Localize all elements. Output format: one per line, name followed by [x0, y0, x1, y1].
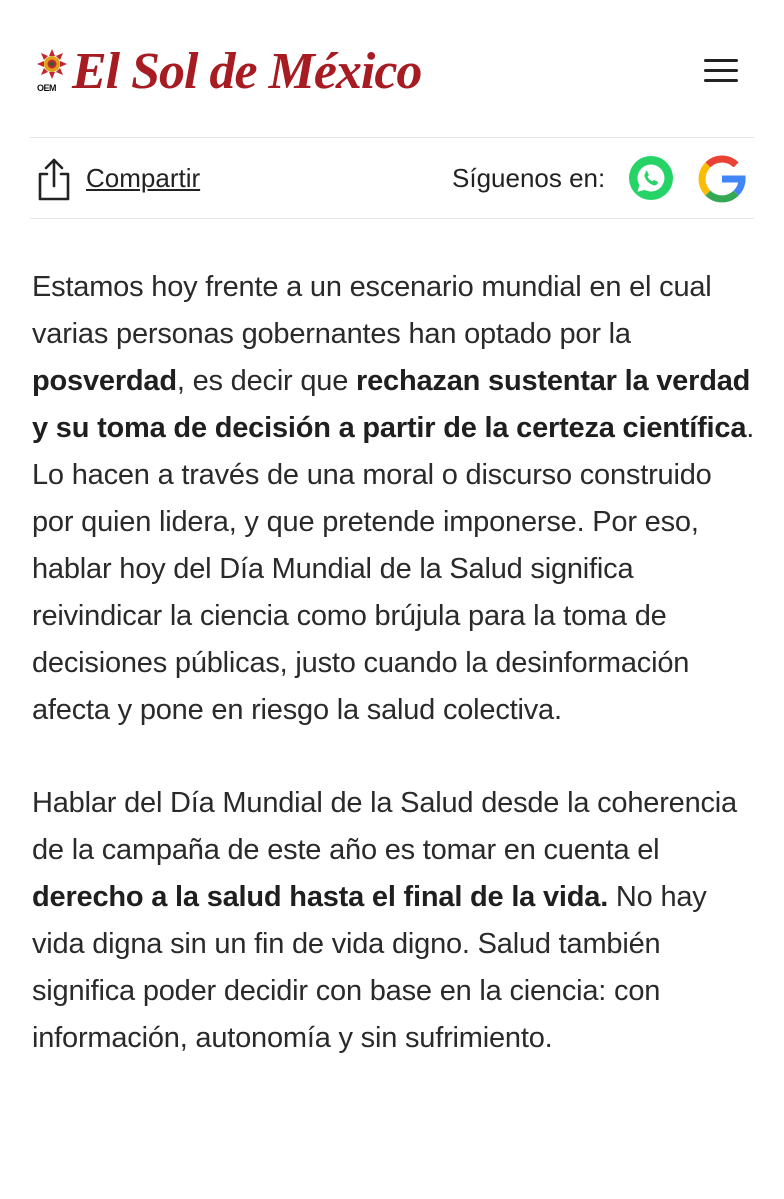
header-divider	[30, 137, 754, 138]
whatsapp-icon[interactable]	[628, 155, 674, 201]
site-header	[0, 0, 784, 138]
site-logo[interactable]	[36, 44, 421, 100]
p1-text-3: . Lo hacen a través de una moral o discurso construido por quien lidera, y que pretende imponerse. Por eso, hablar hoy del Día Mundial de la Salud significa reivindicar la ciencia como brújula para la toma de decisiones públicas, justo cuando la desinformación afecta y pone en riesgo la salud colectiva.	[32, 412, 755, 726]
article-body	[32, 264, 757, 1108]
p2-bold-1: derecho a la salud hasta el final de la vida.	[32, 881, 609, 913]
oem-badge: OEM	[37, 83, 57, 93]
article-paragraph-1	[32, 264, 757, 734]
share-bar	[0, 139, 784, 219]
p2-text-2: No hay vida digna sin un fin de vida digno. Salud también significa poder decidir con base en la ciencia: con información, autonomía y sin sufrimiento.	[32, 881, 707, 1054]
share-divider	[30, 218, 754, 219]
oem-sun-icon	[36, 47, 68, 97]
p1-text-2: , es decir que	[176, 365, 357, 397]
share-icon[interactable]	[34, 157, 74, 201]
p1-text-1: Estamos hoy frente a un escenario mundial en el cual varias personas gobernantes han optado por la	[32, 271, 712, 350]
p1-bold-2: rechazan sustentar la verdad y su toma de decisión a partir de la certeza científica	[32, 365, 751, 444]
share-link[interactable]: Compartir	[86, 163, 201, 193]
google-icon[interactable]	[697, 154, 747, 204]
follow-label: Síguenos en:	[452, 163, 606, 193]
p1-bold-1: posverdad	[32, 365, 177, 397]
article-paragraph-2	[32, 780, 757, 1062]
p2-text-1: Hablar del Día Mundial de la Salud desde la coherencia de la campaña de este año es tomar en cuenta el	[32, 787, 737, 866]
hamburger-menu-icon[interactable]	[700, 56, 740, 86]
logo-text: El Sol de México	[72, 43, 422, 100]
